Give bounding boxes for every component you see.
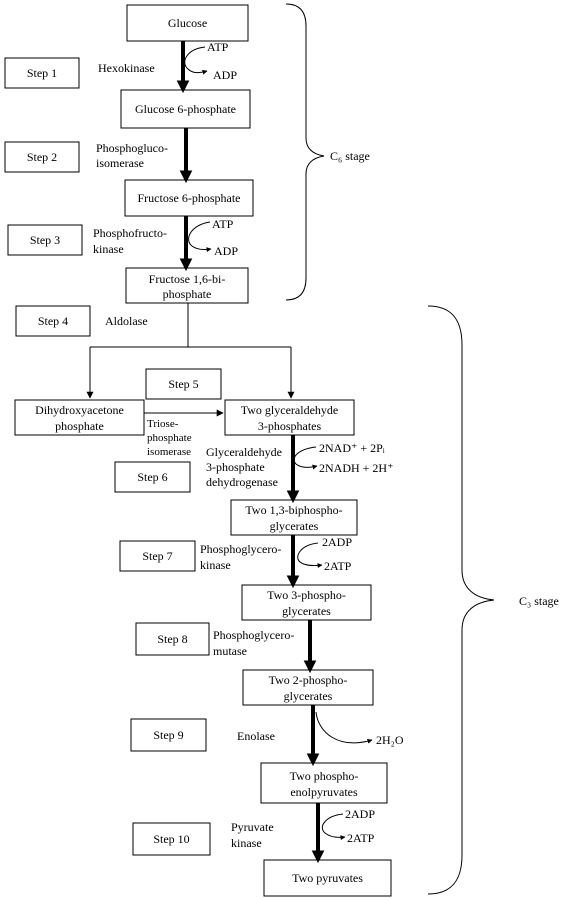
compound-label: phosphate — [162, 287, 212, 301]
compound-label: phosphate — [55, 419, 104, 433]
compound-label: Two 1,3-biphospho- — [245, 503, 343, 517]
enzyme-label: 3-phosphate — [206, 460, 265, 474]
enzyme-triose-phosphate-isomerase — [147, 418, 192, 458]
step-4-box — [16, 306, 90, 336]
step-label: Step 9 — [153, 728, 184, 742]
water-release-arrow — [316, 712, 372, 743]
compound-label: glycerates — [269, 519, 319, 533]
step-6-box — [115, 462, 190, 492]
step-8-box — [136, 623, 209, 655]
cofactor-adp-out: ADP — [213, 68, 238, 82]
compound-dihydroxyacetone-phosphate — [15, 400, 144, 435]
enzyme-phosphoglycerokinase — [200, 542, 281, 572]
atp-consumption-arrow-step-1 — [185, 47, 207, 73]
compound-label: enolpyruvates — [290, 785, 358, 799]
enzyme-label: Phosphoglycero- — [200, 542, 282, 556]
cofactor-adp-out: ADP — [214, 244, 239, 258]
enzyme-phosphoglyceromutase — [213, 628, 294, 658]
cofactor-adp-in: 2ADP — [345, 807, 376, 821]
compound-label: Two phospho- — [289, 769, 359, 783]
step-label: Step 4 — [37, 314, 69, 328]
atp-generation-arrow-step-10 — [322, 814, 345, 837]
step-label: Step 1 — [26, 66, 58, 80]
compound-3-phosphoglycerates — [242, 585, 371, 620]
compound-label: glycerates — [283, 689, 333, 703]
compound-glyceraldehyde-3-phosphates — [225, 400, 354, 435]
enzyme-label: phosphate — [147, 432, 192, 444]
enzyme-pyruvate-kinase — [231, 820, 274, 850]
compound-label: Dihydroxyacetone — [35, 403, 124, 417]
cofactor-atp-out: 2ATP — [324, 559, 352, 573]
enzyme-phosphofructokinase — [93, 226, 167, 256]
cofactor-adp-in: 2ADP — [322, 535, 353, 549]
compound-label: Fructose 1,6-bi- — [148, 272, 226, 286]
c6-stage-brace — [286, 4, 324, 300]
enzyme-label: Triose- — [147, 418, 179, 430]
compound-fructose-1-6-biphosphate — [126, 268, 248, 303]
enzyme-label: Phosphofructo- — [93, 226, 167, 240]
compound-label: Two 3-phospho- — [267, 588, 346, 602]
enzyme-label: Pyruvate — [231, 820, 274, 834]
atp-consumption-arrow-step-3 — [189, 222, 211, 250]
step-label: Step 6 — [137, 470, 168, 484]
c3-stage-label: C₃ stage — [519, 594, 559, 608]
atp-generation-arrow-step-7 — [298, 543, 322, 566]
compound-label: glycerates — [282, 604, 331, 618]
step-label: Step 7 — [142, 549, 173, 563]
compound-glucose — [127, 5, 248, 41]
c3-stage-brace — [428, 306, 494, 894]
compound-phosphoenolpyruvates — [261, 763, 387, 803]
enzyme-phosphoglucoisomerase — [96, 141, 168, 170]
compound-label: 3-phosphates — [257, 419, 322, 433]
enzyme-label: dehydrogenase — [206, 475, 278, 489]
step-5-box — [146, 369, 221, 399]
compound-label: Fructose 6-phosphate — [137, 191, 241, 205]
cofactor-water: 2H₂O — [376, 733, 404, 747]
enzyme-enolase: Enolase — [237, 729, 275, 743]
compound-glucose-6-phosphate — [121, 90, 250, 128]
step-7-box — [120, 541, 195, 571]
step-label: Step 2 — [26, 150, 58, 164]
enzyme-label: Phosphogluco- — [96, 141, 168, 155]
enzyme-label: Phosphoglycero- — [213, 628, 295, 642]
step-1-box — [5, 58, 79, 88]
enzyme-hexokinase: Hexokinase — [98, 61, 155, 75]
compound-fructose-6-phosphate — [125, 180, 253, 216]
enzyme-label: isomerase — [96, 156, 144, 170]
enzyme-label: kinase — [200, 558, 231, 572]
cofactor-nadh: 2NADH + 2H⁺ — [319, 461, 394, 475]
compound-2-phosphoglycerates — [243, 670, 373, 705]
step-label: Step 3 — [29, 233, 61, 247]
compound-label: Glucose 6-phosphate — [135, 102, 236, 116]
cofactor-atp-in: ATP — [207, 40, 229, 54]
compound-label: Two glyceraldehyde — [240, 403, 339, 417]
step-10-box — [133, 823, 210, 855]
cofactor-nad-pi: 2NAD⁺ + 2Pᵢ — [319, 441, 385, 455]
enzyme-label: Glyceraldehyde — [206, 445, 282, 459]
step-label: Step 10 — [153, 832, 190, 846]
enzyme-glyceraldehyde-3-phosphate-dehydrogenase — [206, 445, 282, 489]
step-9-box — [131, 719, 206, 751]
compound-label: Glucose — [167, 16, 208, 30]
compound-1-3-biphosphoglycerates — [231, 500, 357, 535]
compound-pyruvates — [264, 860, 391, 896]
enzyme-label: mutase — [213, 644, 247, 658]
enzyme-label: isomerase — [147, 446, 191, 458]
enzyme-aldolase: Aldolase — [105, 314, 148, 328]
cofactor-atp-in: ATP — [212, 217, 234, 231]
compound-label: Two pyruvates — [292, 871, 363, 885]
c6-stage-label: C₆ stage — [330, 149, 370, 163]
enzyme-label: kinase — [93, 242, 124, 256]
step-3-box — [8, 225, 82, 255]
cofactor-atp-out: 2ATP — [347, 831, 375, 845]
enzyme-label: kinase — [231, 836, 262, 850]
step-label: Step 8 — [157, 632, 188, 646]
compound-label: Two 2-phospho- — [268, 673, 348, 687]
nad-reduction-arrow — [294, 447, 317, 467]
step-label: Step 5 — [168, 377, 199, 391]
step-2-box — [5, 142, 79, 172]
